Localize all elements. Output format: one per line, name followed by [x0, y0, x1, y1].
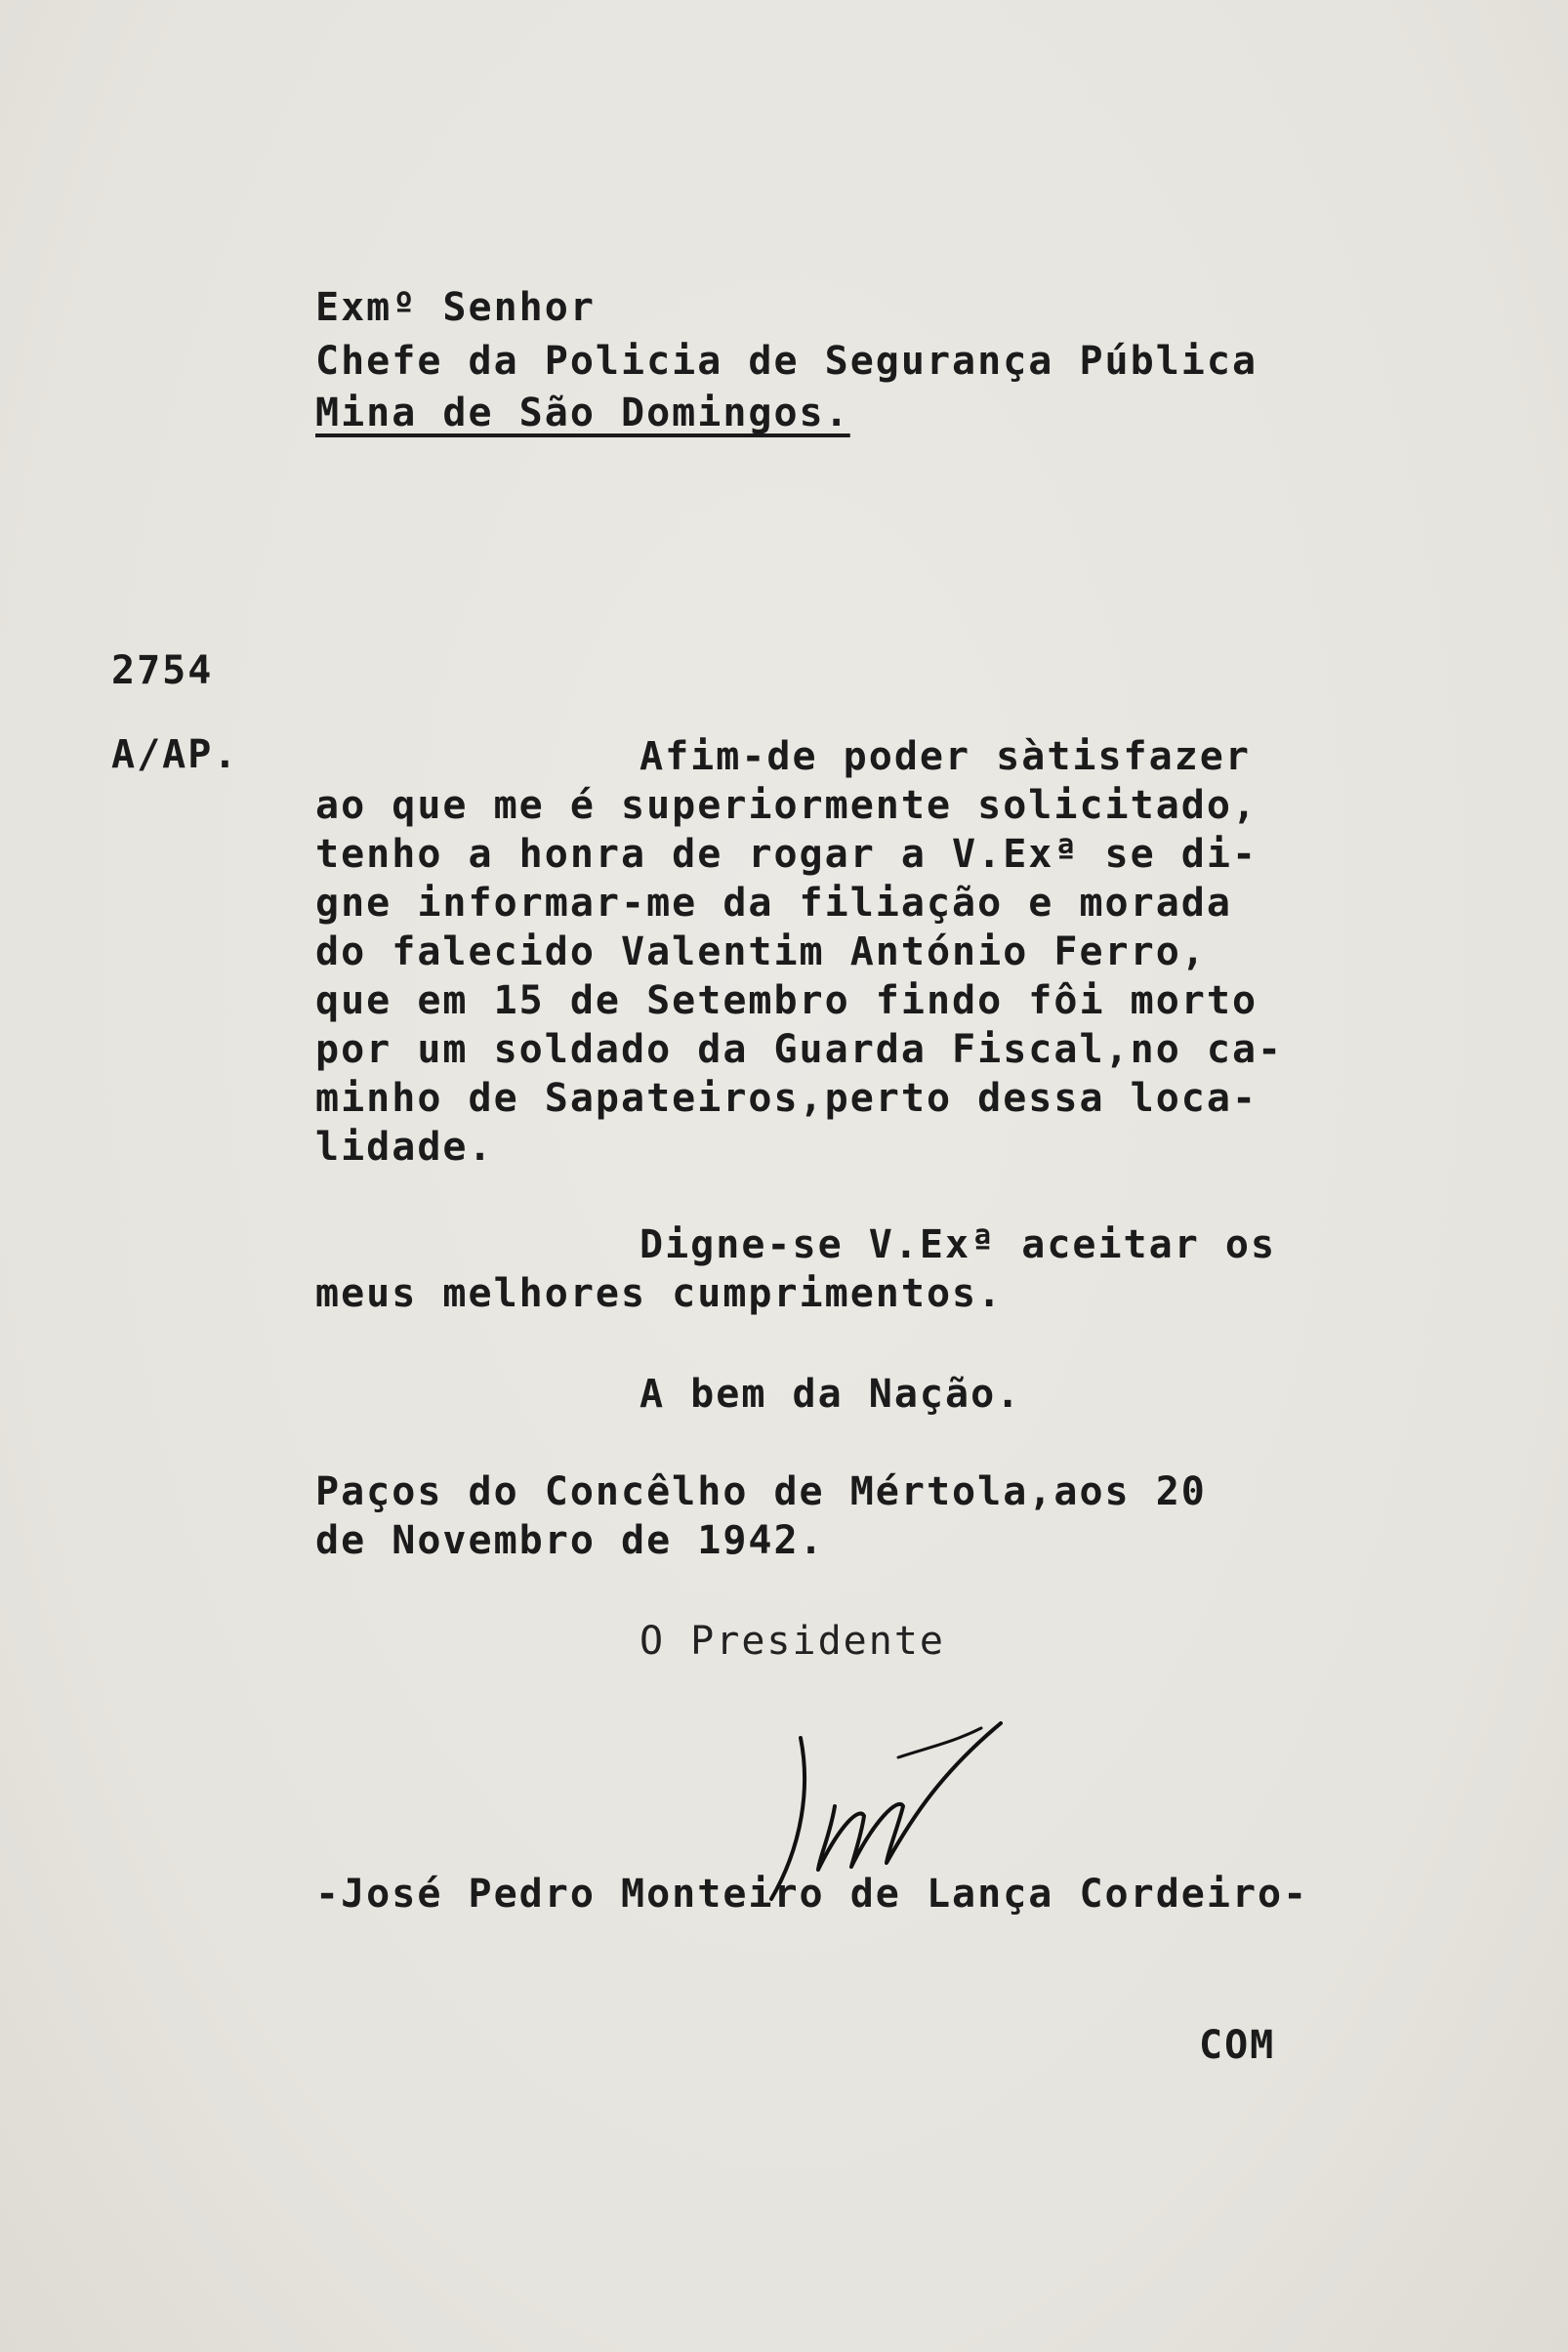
salutation: A bem da Nação. [640, 1372, 1022, 1417]
body-line-4: gne informar-me da filiação e morada [315, 881, 1232, 926]
signatory-role: O Presidente [640, 1619, 945, 1664]
place-date-line-2: de Novembro de 1942. [315, 1518, 825, 1563]
reference-number: 2754 [111, 648, 214, 693]
body-line-5: do falecido Valentim António Ferro, [315, 929, 1207, 974]
body-line-8: minho de Sapateiros,perto dessa loca- [315, 1076, 1259, 1121]
closing-line-2: meus melhores cumprimentos. [315, 1271, 1004, 1316]
addressee-location: Mina de São Domingos. [315, 391, 850, 435]
typist-initials: COM [1199, 2023, 1276, 2068]
body-line-3: tenho a honra de rogar a V.Exª se di- [315, 832, 1259, 877]
closing-line-1: Digne-se V.Exª aceitar os [640, 1222, 1277, 1267]
addressee-salutation: Exmº Senhor [315, 285, 596, 330]
body-line-6: que em 15 de Setembro findo fôi morto [315, 978, 1259, 1023]
addressee-title: Chefe da Policia de Segurança Pública [315, 339, 1259, 384]
reference-code: A/AP. [111, 732, 239, 777]
signatory-name: -José Pedro Monteiro de Lança Cordeiro- [315, 1872, 1309, 1917]
place-date-line-1: Paços do Concêlho de Mértola,aos 20 [315, 1469, 1207, 1514]
body-line-1: Afim-de poder sàtisfazer [640, 734, 1251, 779]
body-line-2: ao que me é superiormente solicitado, [315, 783, 1259, 828]
body-line-9: lidade. [315, 1125, 494, 1170]
body-line-7: por um soldado da Guarda Fiscal,no ca- [315, 1027, 1284, 1072]
